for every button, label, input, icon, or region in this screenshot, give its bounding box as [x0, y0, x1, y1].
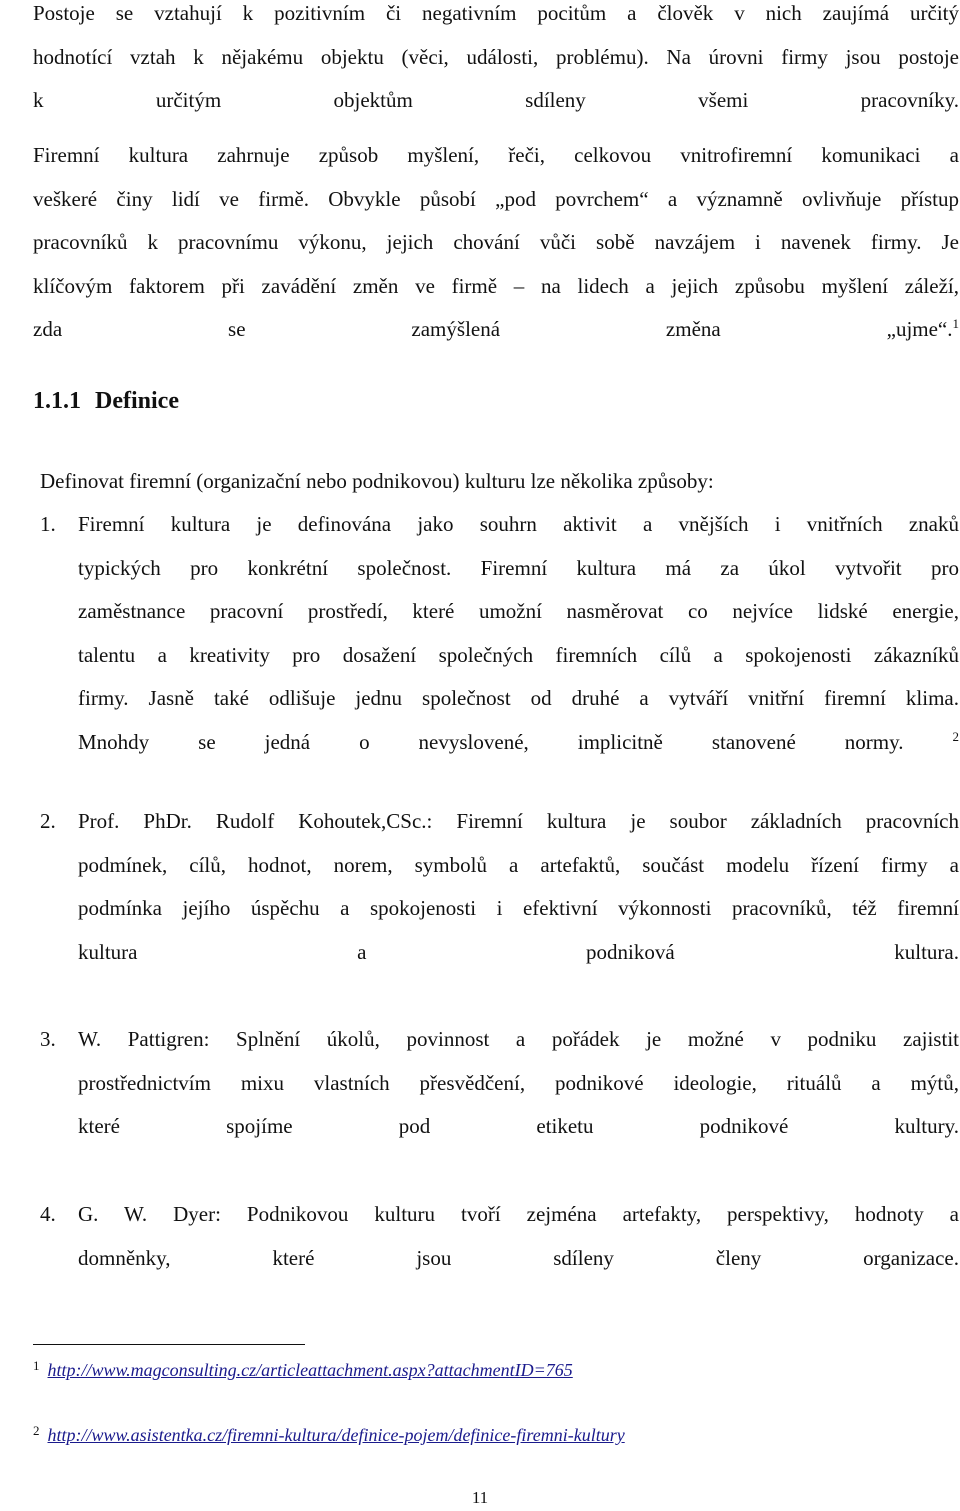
text-line: Firemní kultura zahrnuje způsob myšlení, řeči, celkovou vnitrofiremní komunikaci a: [33, 143, 959, 167]
footnote-link[interactable]: http://www.asistentka.cz/firemni-kultura/definice-pojem/definice-firemni-kultury: [47, 1425, 625, 1445]
footnote-link[interactable]: http://www.magconsulting.cz/articleattachment.aspx?attachmentID=765: [47, 1360, 573, 1380]
text-line: [33, 308, 959, 352]
footnote-number: 1: [33, 1358, 40, 1373]
text-line: veškeré činy lidí ve firmě. Obvykle působí „pod povrchem“ a významně ovlivňuje přístup: [33, 186, 959, 211]
text-line: Firemní kultura je definována jako souhrn aktivit a vnějších i vnitřních znaků: [78, 512, 959, 536]
footnote-number: 2: [33, 1423, 40, 1438]
text-line: G. W. Dyer: Podnikovou kulturu tvoří zejména artefakty, perspektivy, hodnoty a: [78, 1202, 959, 1226]
list-marker: 3.: [40, 1027, 56, 1051]
text-line: podmínka jejího úspěchu a spokojenosti i efektivní výkonnosti pracovníků, též firemní: [78, 896, 959, 921]
text-fragment: zda se zamýšlená změna „ujme“.: [33, 317, 953, 342]
page-number: 11: [471, 1488, 489, 1507]
text-line: k určitým objektům sdíleny všemi pracovníky.: [33, 88, 959, 113]
text-line: W. Pattigren: Splnění úkolů, povinnost a pořádek je možné v podniku zajistit: [78, 1027, 959, 1051]
footnote: [33, 1423, 625, 1447]
list-item-body: [78, 503, 959, 765]
text-line: domněnky, které jsou sdíleny členy organizace.: [78, 1245, 959, 1270]
text-line: hodnotící vztah k nějakému objektu (věci, události, problému). Na úrovni firmy jsou postoje: [33, 44, 959, 69]
text-line: podmínek, cílů, hodnot, norem, symbolů a artefaktů, součást modelu řízení firmy a: [78, 852, 959, 877]
text-line: talentu a kreativity pro dosažení společných firemních cílů a spokojenosti zákazníků: [78, 642, 959, 667]
text-line: firmy. Jasně také odlišuje jednu společnost od druhé a vytváří vnitřní firemní klima.: [78, 686, 959, 711]
list-item-body: [78, 1018, 959, 1149]
text-fragment: Mnohdy se jedná o nevyslovené, implicitně stanovené normy.: [78, 729, 904, 754]
list-item-body: [78, 1193, 959, 1280]
footnote: [33, 1358, 573, 1382]
list-marker: 4.: [40, 1202, 56, 1226]
list-item-body: [78, 800, 959, 974]
text-line: [78, 721, 959, 765]
text-line: klíčovým faktorem při zavádění změn ve firmě – na lidech a jejich způsobu myšlení záleží,: [33, 273, 959, 298]
footnote-reference[interactable]: 2: [952, 728, 959, 744]
text-line: kultura a podniková kultura.: [78, 939, 959, 964]
text-line: Postoje se vztahují k pozitivním či negativním pocitům a člověk v nich zaujímá určitý: [33, 1, 959, 25]
paragraph-culture: [33, 134, 959, 352]
list-marker: 2.: [40, 809, 56, 833]
text-line: pracovníků k pracovnímu výkonu, jejich chování vůči sobě navzájem i navenek firmy. Je: [33, 230, 959, 255]
paragraph-attitudes: [33, 0, 959, 123]
footnote-separator: [33, 1344, 305, 1345]
text-line: prostřednictvím mixu vlastních přesvědčení, podnikové ideologie, rituálů a mýtů,: [78, 1070, 959, 1095]
text-line: zaměstnance pracovní prostředí, které umožní nasměrovat co nejvíce lidské energie,: [78, 599, 959, 624]
heading-title: Definice: [95, 388, 179, 414]
text-line: Prof. PhDr. Rudolf Kohoutek,CSc.: Firemní kultura je soubor základních pracovních: [78, 809, 959, 833]
list-marker: 1.: [40, 512, 56, 536]
footnote-reference[interactable]: 1: [952, 316, 959, 332]
heading-number: 1.1.1: [33, 388, 81, 414]
definitions-intro: Definovat firemní (organizační nebo podnikovou) kulturu lze několika způsoby:: [40, 469, 714, 493]
text-line: které spojíme pod etiketu podnikové kultury.: [78, 1114, 959, 1139]
text-line: typických pro konkrétní společnost. Firemní kultura má za úkol vytvořit pro: [78, 555, 959, 580]
section-heading: [33, 385, 179, 417]
